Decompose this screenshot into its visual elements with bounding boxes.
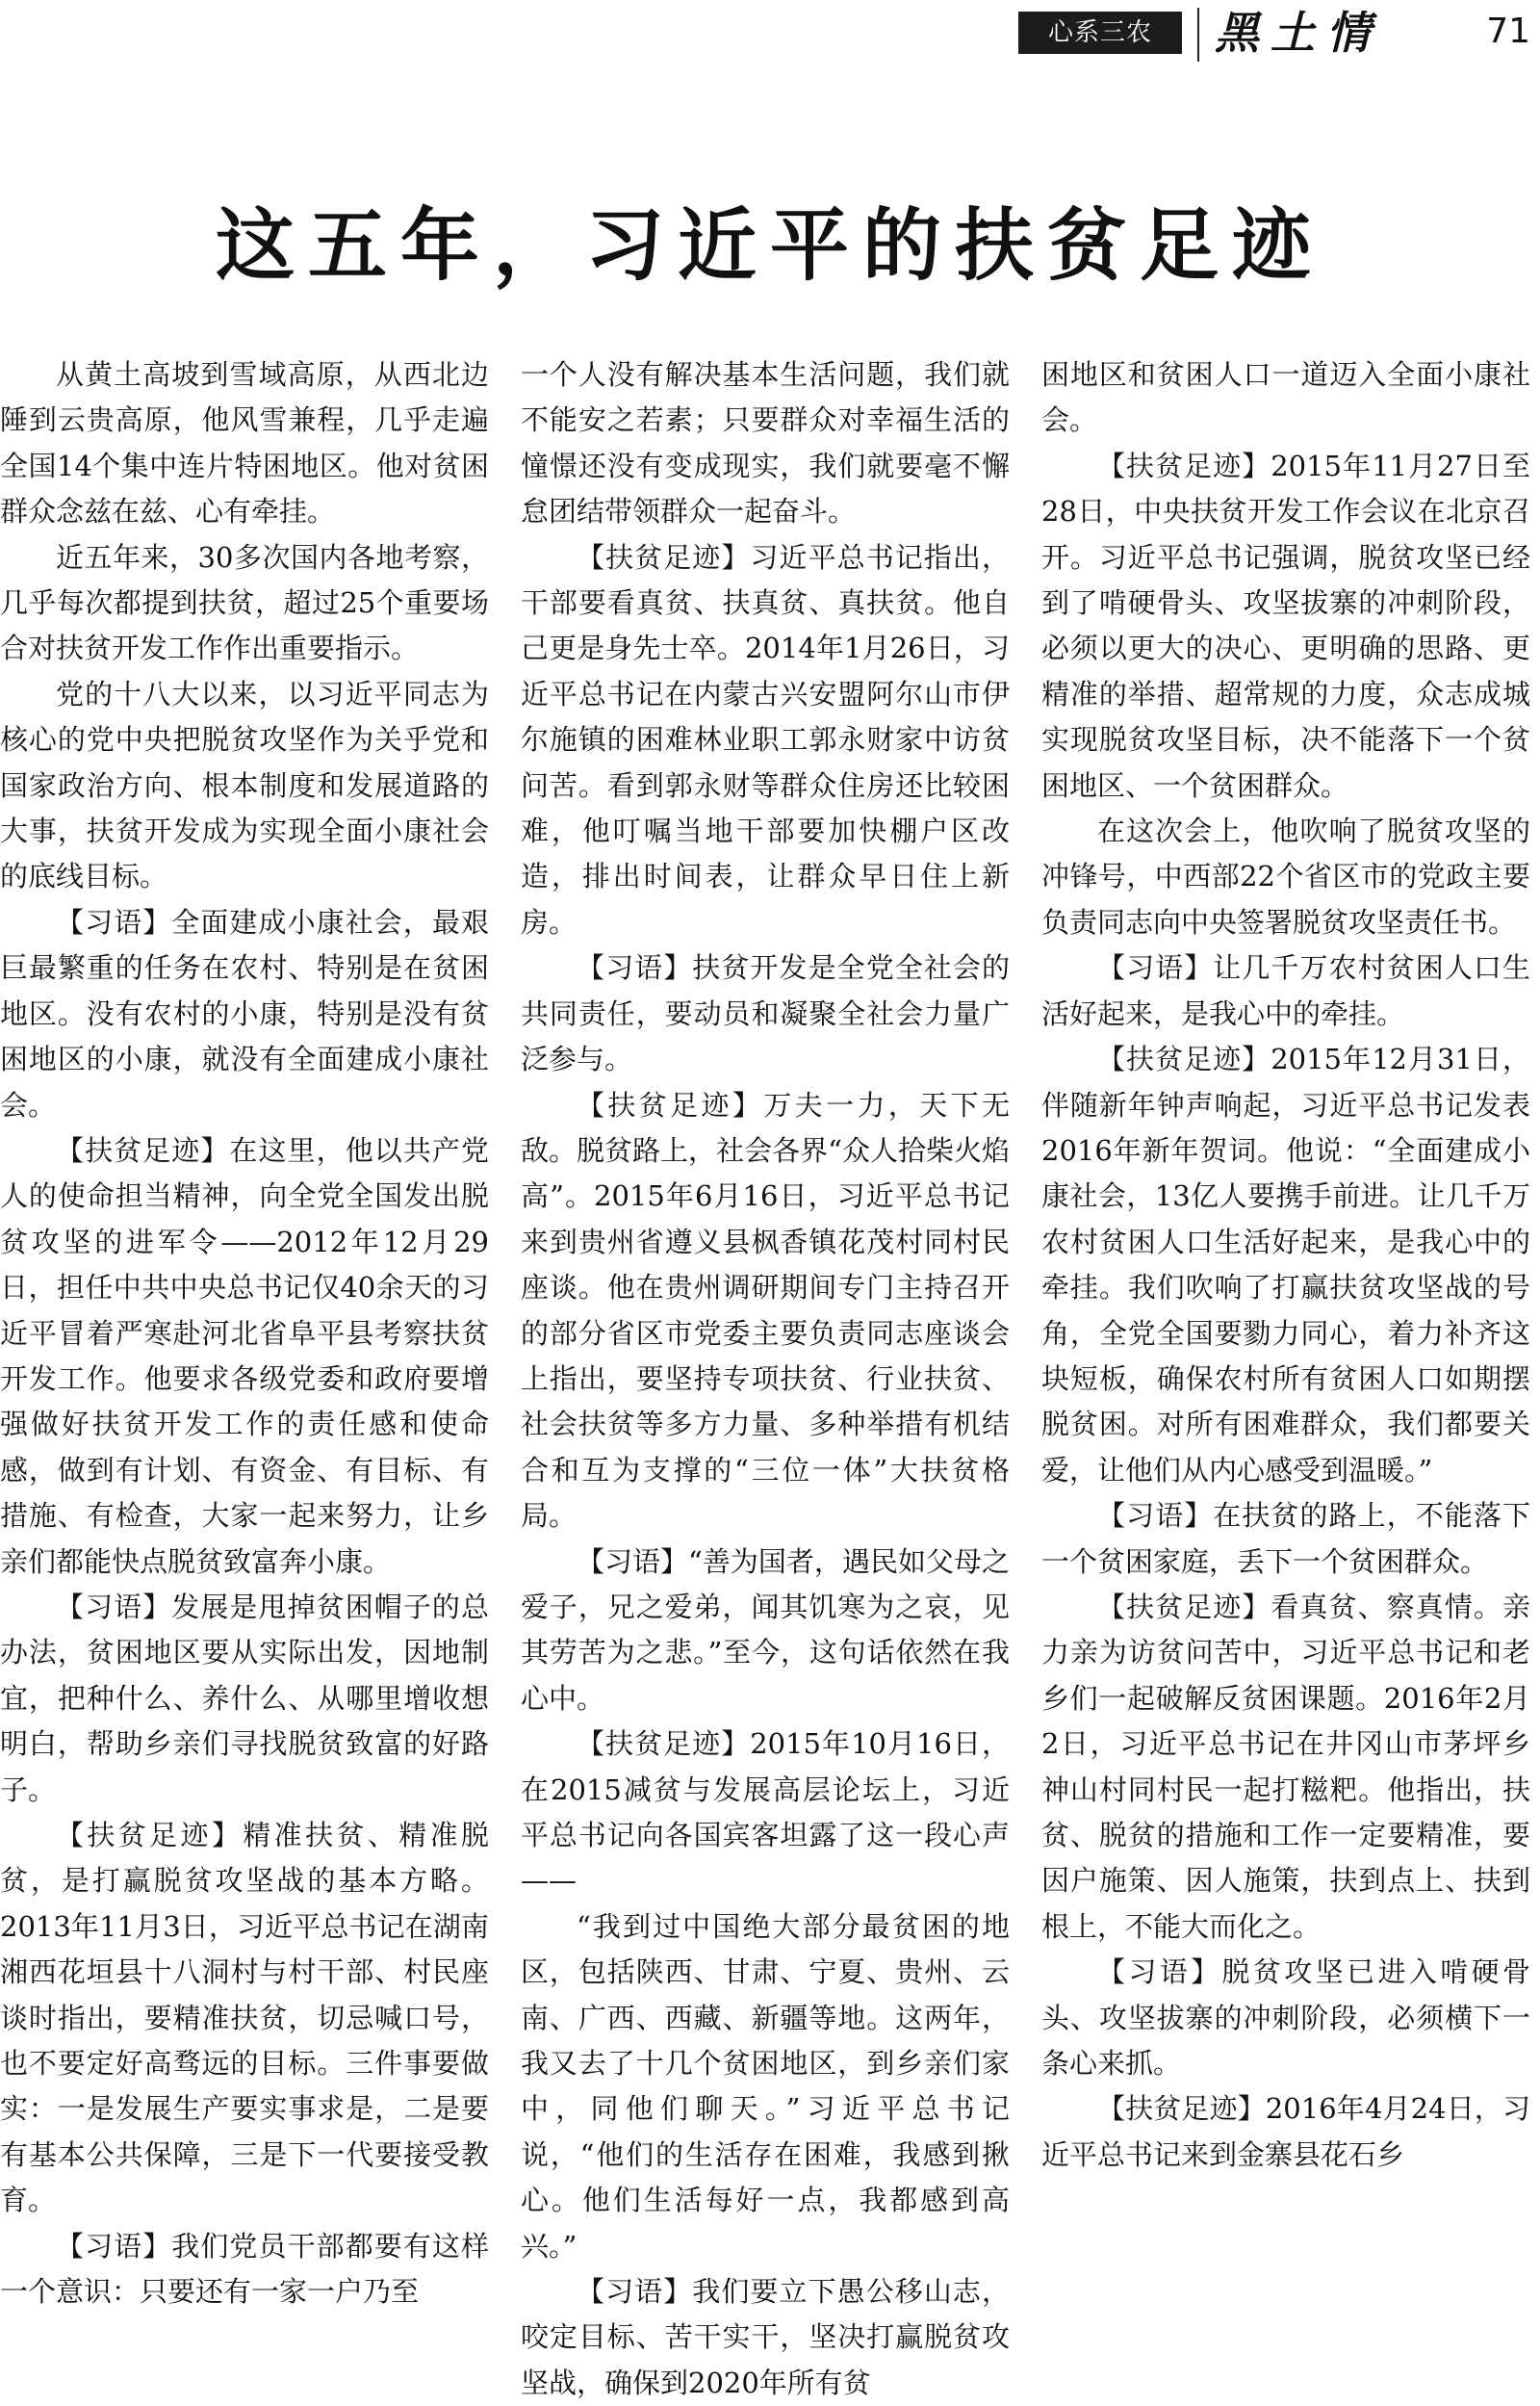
paragraph: 【习语】脱贫攻坚已进入啃硬骨头、攻坚拔寨的冲刺阶段，必须横下一条心来抓。 (1041, 1955, 1530, 2081)
paragraph: 【习语】发展是甩掉贫困帽子的总办法，贫困地区要从实际出发，因地制宜，把种什么、养什么、从哪里增收想明白，帮助乡亲们寻找脱贫致富的好路子。 (0, 1590, 489, 1806)
text-column-1 (0, 352, 489, 2309)
paragraph: 【扶贫足迹】2015年10月16日，在2015减贫与发展高层论坛上，习近平总书记向各国宾客坦露了这一段心声—— (521, 1727, 1010, 1898)
paragraph: 困地区和贫困人口一道迈入全面小康社会。 (1041, 358, 1530, 437)
paragraph: “我到过中国绝大部分最贫困的地区，包括陕西、甘肃、宁夏、贵州、云南、广西、西藏、新疆等地。这两年，我又去了十几个贫困地区，到乡亲们家中，同他们聊天。”习近平总书记说，“他们的生活存在困难，我感到揪心。他们生活每好一点，我都感到高兴。” (521, 1909, 1010, 2263)
paragraph: 【扶贫足迹】2015年12月31日，伴随新年钟声响起，习近平总书记发表2016年新年贺词。他说：“全面建成小康社会，13亿人要携手前进。让几千万农村贫困人口生活好起来，是我心中的牵挂。我们吹响了打赢扶贫攻坚战的号角，全党全国要勠力同心，着力补齐这块短板，确保农村所有贫困人口如期摆脱贫困。对所有困难群众，我们都要关爱，让他们从内心感受到温暖。” (1041, 1043, 1530, 1487)
paragraph: 【扶贫足迹】在这里，他以共产党人的使命担当精神，向全党全国发出脱贫攻坚的进军令——2012年12月29日，担任中共中央总书记仅40余天的习近平冒着严寒赴河北省阜平县考察扶贫开发工作。他要求各级党委和政府要增强做好扶贫开发工作的责任感和使命感，做到有计划、有资金、有目标、有措施、有检查，大家一起来努力，让乡亲们都能快点脱贫致富奔小康。 (0, 1133, 489, 1578)
text-column-3 (1041, 352, 1530, 2225)
page-number: 71 (1486, 12, 1530, 51)
paragraph: 在这次会上，他吹响了脱贫攻坚的冲锋号，中西部22个省区市的党政主要负责同志向中央签署脱贫攻坚责任书。 (1041, 815, 1530, 939)
paragraph: 【习语】让几千万农村贫困人口生活好起来，是我心中的牵挂。 (1041, 951, 1530, 1030)
paragraph: 【扶贫足迹】习近平总书记指出，干部要看真贫、扶真贫、真扶贫。他自己更是身先士卒。2014年1月26日，习近平总书记在内蒙古兴安盟阿尔山市伊尔施镇的困难林业职工郭永财家中访贫问苦。看到郭永财等群众住房还比较困难，他叮嘱当地干部要加快棚户区改造，排出时间表，让群众早日住上新房。 (521, 540, 1010, 939)
paragraph: 【扶贫足迹】看真贫、察真情。亲力亲为访贫问苦中，习近平总书记和老乡们一起破解反贫困课题。2016年2月2日，习近平总书记在井冈山市茅坪乡神山村同村民一起打糍粑。他指出，扶贫、脱贫的措施和工作一定要精准，要因户施策、因人施策，扶到点上、扶到根上，不能大而化之。 (1041, 1590, 1530, 1943)
paragraph: 【习语】全面建成小康社会，最艰巨最繁重的任务在农村、特别是在贫困地区。没有农村的小康，特别是没有贫困地区的小康，就没有全面建成小康社会。 (0, 905, 489, 1122)
header-divider (1197, 8, 1199, 62)
paragraph: 党的十八大以来，以习近平同志为核心的党中央把脱贫攻坚作为关乎党和国家政治方向、根本制度和发展道路的大事，扶贫开发成为实现全面小康社会的底线目标。 (0, 677, 489, 893)
magazine-name-logo: 黑土情 (1215, 7, 1382, 59)
paragraph: 【扶贫足迹】万夫一力，天下无敌。脱贫路上，社会各界“众人拾柴火焰高”。2015年6月16日，习近平总书记来到贵州省遵义县枫香镇花茂村同村民座谈。他在贵州调研期间专门主持召开的部分省区市党委主要负责同志座谈会上指出，要坚持专项扶贫、行业扶贫、社会扶贫等多方力量、多种举措有机结合和互为支撑的“三位一体”大扶贫格局。 (521, 1088, 1010, 1533)
paragraph: 【习语】扶贫开发是全党全社会的共同责任，要动员和凝聚全社会力量广泛参与。 (521, 951, 1010, 1076)
section-tag: 心系三农 (1018, 12, 1182, 54)
paragraph: 【习语】我们党员干部都要有这样一个意识：只要还有一家一户乃至 (0, 2229, 489, 2309)
paragraph: 【习语】我们要立下愚公移山志，咬定目标、苦干实干，坚决打赢脱贫攻坚战，确保到2020年所有贫 (521, 2275, 1010, 2399)
text-column-2 (521, 352, 1010, 2399)
paragraph: 近五年来，30多次国内各地考察，几乎每次都提到扶贫，超过25个重要场合对扶贫开发工作作出重要指示。 (0, 540, 489, 665)
paragraph: 【习语】在扶贫的路上，不能落下一个贫困家庭，丢下一个贫困群众。 (1041, 1499, 1530, 1578)
article-title: 这五年，习近平的扶贫足迹 (215, 199, 1324, 292)
paragraph: 一个人没有解决基本生活问题，我们就不能安之若素；只要群众对幸福生活的憧憬还没有变成现实，我们就要毫不懈怠团结带领群众一起奋斗。 (521, 358, 1010, 529)
paragraph: 【扶贫足迹】精准扶贫、精准脱贫，是打赢脱贫攻坚战的基本方略。2013年11月3日，习近平总书记在湖南湘西花垣县十八洞村与村干部、村民座谈时指出，要精准扶贫，切忌喊口号，也不要定好高骛远的目标。三件事要做实：一是发展生产要实事求是，二是要有基本公共保障，三是下一代要接受教育。 (0, 1819, 489, 2217)
paragraph: 【扶贫足迹】2016年4月24日，习近平总书记来到金寨县花石乡 (1041, 2092, 1530, 2171)
paragraph: 【扶贫足迹】2015年11月27日至28日，中央扶贫开发工作会议在北京召开。习近平总书记强调，脱贫攻坚已经到了啃硬骨头、攻坚拔寨的冲刺阶段，必须以更大的决心、更明确的思路、更精准的举措、超常规的力度，众志成城实现脱贫攻坚目标，决不能落下一个贫困地区、一个贫困群众。 (1041, 449, 1530, 802)
paragraph: 从黄土高坡到雪域高原，从西北边陲到云贵高原，他风雪兼程，几乎走遍全国14个集中连片特困地区。他对贫困群众念兹在兹、心有牵挂。 (0, 358, 489, 529)
paragraph: 【习语】“善为国者，遇民如父母之爱子，兄之爱弟，闻其饥寒为之哀，见其劳苦为之悲。”至今，这句话依然在我心中。 (521, 1544, 1010, 1715)
page-header (0, 0, 1540, 67)
